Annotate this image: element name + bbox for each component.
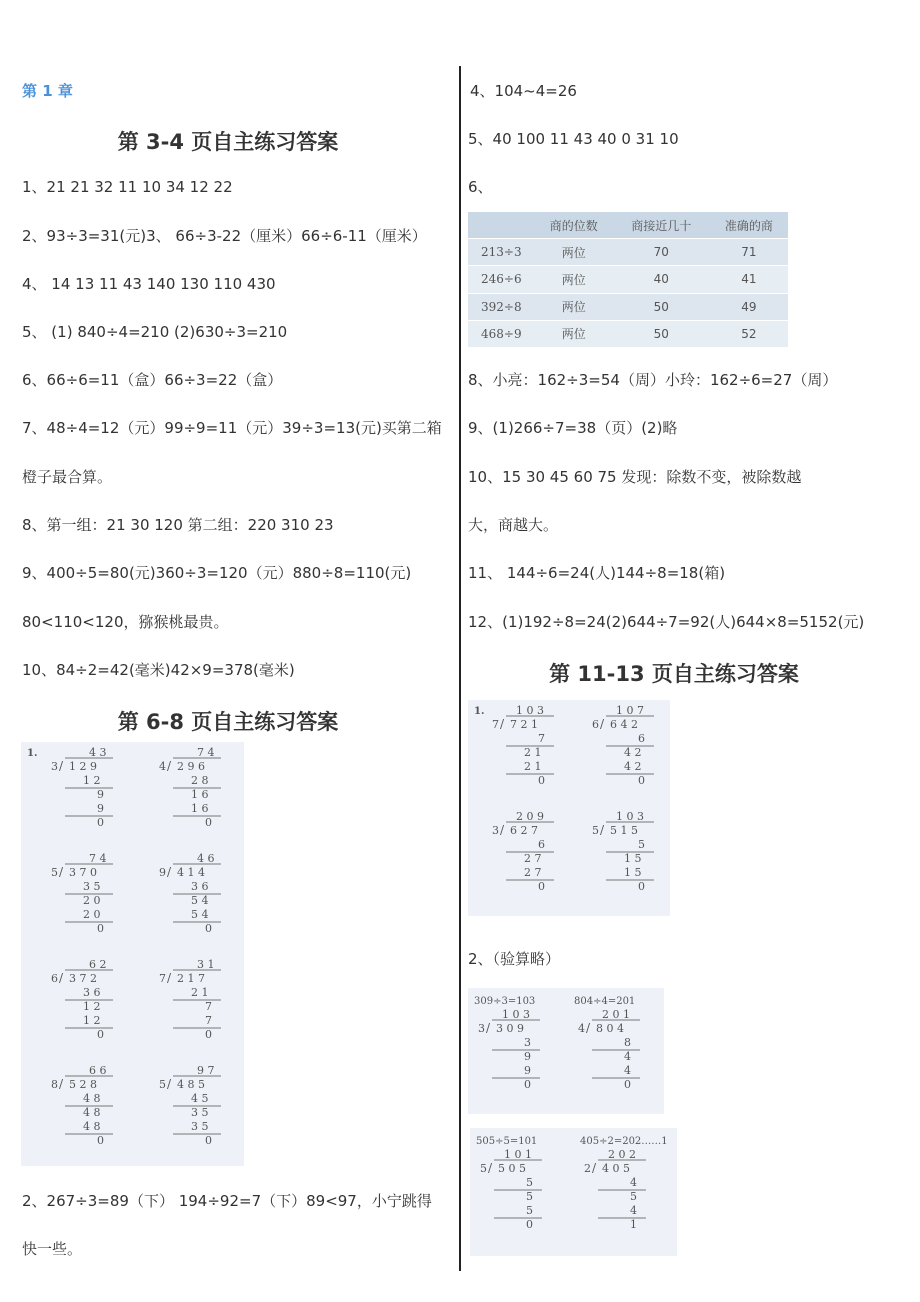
- exercise-number: 1.: [474, 706, 485, 717]
- division-bracket: /: [586, 1021, 591, 1035]
- scanned-division-image-3: [468, 988, 664, 1114]
- scanned-division-image-2: [468, 700, 670, 916]
- table-cell: 50: [613, 320, 710, 347]
- division-step: 0: [538, 774, 545, 787]
- division-step: 0: [538, 880, 545, 893]
- division-dividend: 3 7 0: [69, 866, 97, 879]
- division-dividend: 5 1 5: [610, 824, 638, 837]
- division-step: 4 2: [624, 760, 642, 773]
- division-step: 0: [205, 1028, 212, 1041]
- division-step: 1 2: [83, 774, 101, 787]
- division-step: 5: [526, 1176, 533, 1189]
- division-step: 4 5: [191, 1092, 209, 1105]
- division-step: 3 5: [191, 1120, 209, 1133]
- division-dividend: 3 7 2: [69, 972, 97, 985]
- division-quotient: 1 0 7: [616, 704, 644, 717]
- answer-line: 9、(1)266÷7=38（页）(2)略: [468, 419, 678, 437]
- division-quotient: 1 0 1: [504, 1148, 532, 1161]
- division-divisor: 2: [584, 1162, 591, 1175]
- division-step: 9: [97, 788, 104, 801]
- division-step: 2 8: [191, 774, 209, 787]
- division-step: 5: [630, 1190, 637, 1203]
- division-dividend: 8 0 4: [596, 1022, 624, 1035]
- division-step: 0: [97, 1028, 104, 1041]
- division-equation: 505÷5=101: [476, 1136, 538, 1147]
- division-quotient: 7 4: [89, 852, 107, 865]
- division-step: 3 6: [191, 880, 209, 893]
- division-divisor: 6: [51, 972, 58, 985]
- division-step: 1 2: [83, 1000, 101, 1013]
- division-quotient: 7 4: [197, 746, 215, 759]
- division-divisor: 8: [51, 1078, 58, 1091]
- division-step: 5: [526, 1190, 533, 1203]
- answer-line: 11、 144÷6=24(人)144÷8=18(箱): [468, 564, 726, 582]
- section-heading-6-8: 第 6-8 页自主练习答案: [117, 710, 339, 734]
- answer-line: 5、 (1) 840÷4=210 (2)630÷3=210: [22, 323, 288, 341]
- table-cell: 两位: [535, 293, 613, 320]
- table-cell: 246÷6: [468, 266, 535, 293]
- division-step: 9: [524, 1064, 531, 1077]
- table-cell: 52: [710, 320, 788, 347]
- answer-line: 7、48÷4=12（元）99÷9=11（元）39÷3=13(元)买第二箱: [22, 419, 442, 437]
- division-bracket: /: [600, 717, 605, 731]
- division-step: 0: [97, 922, 104, 935]
- division-bracket: /: [59, 759, 64, 773]
- answer-line: 2、267÷3=89（下） 194÷92=7（下）89<97，小宁跳得: [22, 1192, 432, 1210]
- division-bracket: /: [167, 759, 172, 773]
- answer-line: 橙子最合算。: [22, 468, 113, 486]
- division-quotient: 4 3: [89, 746, 107, 759]
- division-step: 2 1: [524, 760, 542, 773]
- division-dividend: 5 0 5: [498, 1162, 526, 1175]
- division-dividend: 7 2 1: [510, 718, 538, 731]
- division-step: 8: [624, 1036, 631, 1049]
- table-row: [468, 266, 788, 293]
- division-quotient: 4 6: [197, 852, 215, 865]
- division-step: 2 7: [524, 852, 542, 865]
- table-cell: 49: [710, 293, 788, 320]
- division-step: 0: [524, 1078, 531, 1091]
- division-bracket: /: [167, 971, 172, 985]
- division-divisor: 3: [51, 760, 58, 773]
- answer-line: 大，商越大。: [468, 516, 559, 534]
- division-step: 0: [638, 880, 645, 893]
- division-step: 9: [97, 802, 104, 815]
- division-divisor: 7: [159, 972, 166, 985]
- table-cell: 两位: [535, 239, 613, 266]
- division-equation: 804÷4=201: [574, 996, 636, 1007]
- division-step: 2 0: [83, 908, 101, 921]
- division-step: 3: [524, 1036, 531, 1049]
- table-header: 准确的商: [710, 212, 788, 239]
- division-step: 2 7: [524, 866, 542, 879]
- answer-line: 2、93÷3=31(元)3、 66÷3-22（厘米）66÷6-11（厘米）: [22, 227, 427, 245]
- division-step: 0: [205, 816, 212, 829]
- division-divisor: 7: [492, 718, 499, 731]
- division-step: 2 1: [524, 746, 542, 759]
- table-cell: 392÷8: [468, 293, 535, 320]
- division-step: 2 0: [83, 894, 101, 907]
- division-step: 7: [205, 1014, 212, 1027]
- answer-line: 8、第一组：21 30 120 第二组：220 310 23: [22, 516, 334, 534]
- division-step: 5 4: [191, 908, 209, 921]
- division-step: 4 8: [83, 1092, 101, 1105]
- division-bracket: /: [59, 1077, 64, 1091]
- division-quotient: 6 2: [89, 958, 107, 971]
- long-division-grid: [470, 1128, 677, 1256]
- division-bracket: /: [592, 1161, 597, 1175]
- table-header: [468, 212, 535, 239]
- answer-line: 8、小亮：162÷3=54（周）小玲：162÷6=27（周）: [468, 371, 838, 389]
- division-step: 1 5: [624, 852, 642, 865]
- division-divisor: 3: [492, 824, 499, 837]
- table-cell: 468÷9: [468, 320, 535, 347]
- exercise-number: 1.: [27, 748, 38, 759]
- division-bracket: /: [600, 823, 605, 837]
- division-step: 0: [638, 774, 645, 787]
- division-step: 5 4: [191, 894, 209, 907]
- answer-line: 1、21 21 32 11 10 34 12 22: [22, 178, 233, 196]
- division-equation: 405÷2=202……1: [580, 1136, 668, 1147]
- answer-line: 10、15 30 45 60 75 发现：除数不变，被除数越: [468, 468, 802, 486]
- division-dividend: 4 1 4: [177, 866, 205, 879]
- division-dividend: 5 2 8: [69, 1078, 97, 1091]
- table-cell: 213÷3: [468, 239, 535, 266]
- division-step: 7: [205, 1000, 212, 1013]
- division-step: 1 6: [191, 788, 209, 801]
- long-division-grid: [468, 988, 664, 1114]
- division-divisor: 4: [159, 760, 166, 773]
- column-divider: [459, 66, 461, 1271]
- division-step: 0: [205, 1134, 212, 1147]
- division-bracket: /: [167, 1077, 172, 1091]
- division-dividend: 6 4 2: [610, 718, 638, 731]
- table-cell: 41: [710, 266, 788, 293]
- division-step: 4: [630, 1204, 637, 1217]
- division-step: 4: [630, 1176, 637, 1189]
- division-quotient: 3 1: [197, 958, 215, 971]
- division-quotient: 2 0 9: [516, 810, 544, 823]
- division-step: 4: [624, 1050, 631, 1063]
- division-step: 0: [97, 816, 104, 829]
- answer-line: 4、 14 13 11 43 140 130 110 430: [22, 275, 276, 293]
- division-step: 0: [624, 1078, 631, 1091]
- section-heading-3-4: 第 3-4 页自主练习答案: [117, 130, 339, 154]
- answer-line: 6、66÷6=11（盒）66÷3=22（盒）: [22, 371, 283, 389]
- division-quotient: 6 6: [89, 1064, 107, 1077]
- scanned-division-image-4: [470, 1128, 677, 1256]
- answer-line: 5、40 100 11 43 40 0 31 10: [468, 130, 679, 148]
- division-dividend: 2 1 7: [177, 972, 205, 985]
- division-step: 5: [526, 1204, 533, 1217]
- division-step: 6: [638, 732, 645, 745]
- table-row: [468, 320, 788, 347]
- table-header: 商的位数: [535, 212, 613, 239]
- division-divisor: 5: [480, 1162, 487, 1175]
- division-bracket: /: [500, 823, 505, 837]
- division-quotient: 9 7: [197, 1064, 215, 1077]
- answer-line: 2、（验算略）: [468, 950, 561, 968]
- division-quotient: 1 0 3: [616, 810, 644, 823]
- division-step: 0: [526, 1218, 533, 1231]
- division-divisor: 5: [51, 866, 58, 879]
- answer-line: 快一些。: [22, 1240, 83, 1258]
- division-step: 3 5: [83, 880, 101, 893]
- division-bracket: /: [488, 1161, 493, 1175]
- table-cell: 两位: [535, 320, 613, 347]
- division-step: 3 6: [83, 986, 101, 999]
- division-step: 4 8: [83, 1106, 101, 1119]
- division-divisor: 4: [578, 1022, 585, 1035]
- division-quotient: 2 0 1: [602, 1008, 630, 1021]
- division-step: 0: [205, 922, 212, 935]
- table-cell: 40: [613, 266, 710, 293]
- division-step: 9: [524, 1050, 531, 1063]
- division-dividend: 2 9 6: [177, 760, 205, 773]
- division-divisor: 3: [478, 1022, 485, 1035]
- division-step: 4 2: [624, 746, 642, 759]
- table-cell: 70: [613, 239, 710, 266]
- answer-line: 9、400÷5=80(元)360÷3=120（元）880÷8=110(元): [22, 564, 412, 582]
- division-step: 0: [97, 1134, 104, 1147]
- division-divisor: 6: [592, 718, 599, 731]
- division-dividend: 4 8 5: [177, 1078, 205, 1091]
- division-step: 1 5: [624, 866, 642, 879]
- division-step: 1 6: [191, 802, 209, 815]
- table-cell: 50: [613, 293, 710, 320]
- division-dividend: 3 0 9: [496, 1022, 524, 1035]
- division-bracket: /: [59, 971, 64, 985]
- division-step: 3 5: [191, 1106, 209, 1119]
- division-quotient: 1 0 3: [502, 1008, 530, 1021]
- quotient-estimation-table: [468, 212, 788, 348]
- division-bracket: /: [486, 1021, 491, 1035]
- division-step: 4: [624, 1064, 631, 1077]
- division-step: 1 2: [83, 1014, 101, 1027]
- division-bracket: /: [167, 865, 172, 879]
- scanned-division-image-1: [21, 742, 244, 1166]
- division-dividend: 1 2 9: [69, 760, 97, 773]
- chapter-label: 第 1 章: [22, 82, 73, 100]
- answer-line: 10、84÷2=42(毫米)42×9=378(毫米): [22, 661, 295, 679]
- division-step: 4 8: [83, 1120, 101, 1133]
- table-row: [468, 293, 788, 320]
- table-header: 商接近几十: [613, 212, 710, 239]
- division-step: 7: [538, 732, 545, 745]
- division-bracket: /: [59, 865, 64, 879]
- division-equation: 309÷3=103: [474, 996, 536, 1007]
- division-quotient: 1 0 3: [516, 704, 544, 717]
- division-step: 2 1: [191, 986, 209, 999]
- long-division-grid: [468, 700, 670, 916]
- long-division-grid: [21, 742, 244, 1166]
- division-divisor: 9: [159, 866, 166, 879]
- answer-line: 6、: [468, 178, 493, 196]
- answer-line: 4、104~4=26: [470, 82, 577, 100]
- division-step: 5: [638, 838, 645, 851]
- division-dividend: 4 0 5: [602, 1162, 630, 1175]
- table-row: [468, 239, 788, 266]
- section-heading-11-13: 第 11-13 页自主练习答案: [549, 662, 799, 686]
- answer-line: 12、(1)192÷8=24(2)644÷7=92(人)644×8=5152(元): [468, 613, 865, 631]
- division-divisor: 5: [159, 1078, 166, 1091]
- division-dividend: 6 2 7: [510, 824, 538, 837]
- division-step: 6: [538, 838, 545, 851]
- division-step: 1: [630, 1218, 637, 1231]
- table-cell: 两位: [535, 266, 613, 293]
- table-cell: 71: [710, 239, 788, 266]
- division-divisor: 5: [592, 824, 599, 837]
- answer-line: 80<110<120，猕猴桃最贵。: [22, 613, 229, 631]
- division-quotient: 2 0 2: [608, 1148, 636, 1161]
- division-bracket: /: [500, 717, 505, 731]
